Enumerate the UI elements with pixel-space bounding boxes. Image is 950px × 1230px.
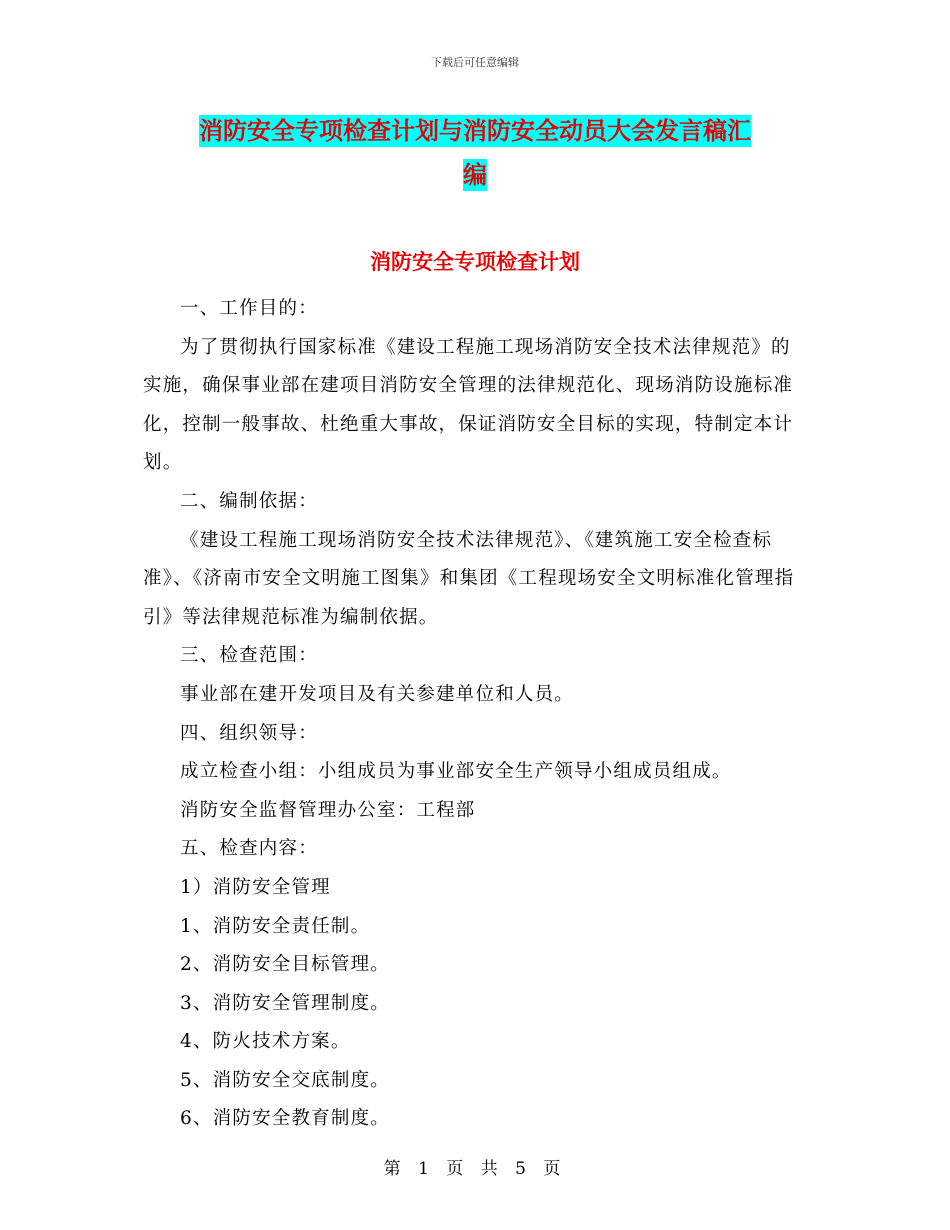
paragraph: 四、组织领导： (180, 722, 318, 744)
paragraph: 1、消防安全责任制。 (180, 915, 371, 937)
paragraph: 成立检查小组：小组成员为事业部安全生产领导小组成员组成。 (180, 761, 732, 783)
paragraph: 4、防火技术方案。 (180, 1031, 351, 1053)
paragraph: 1）消防安全管理 (180, 876, 331, 898)
paragraph: 《建设工程施工现场消防安全技术法律规范》、《建筑施工安全检查标准》、《济南市安全文明施工图集》和集团《工程现场安全文明标准化管理指引》等法律规范标准为编制依据。 (143, 529, 795, 628)
paragraph: 2、消防安全目标管理。 (180, 954, 390, 976)
page-footer: 第 1 页 共 5 页 (383, 1159, 567, 1179)
document-title-line2 (140, 155, 810, 195)
paragraph: 五、检查内容： (180, 838, 318, 860)
paragraph: 5、消防安全交底制度。 (180, 1069, 390, 1091)
paragraph: 消防安全监督管理办公室：工程部 (180, 799, 476, 821)
document-body (143, 290, 803, 1139)
paragraph: 三、检查范围： (180, 645, 318, 667)
paragraph: 一、工作目的： (180, 298, 318, 319)
header-note: 下载后可任意编辑 (431, 56, 519, 69)
paragraph: 二、编制依据： (180, 490, 318, 512)
paragraph: 事业部在建开发项目及有关参建单位和人员。 (180, 683, 575, 705)
paragraph: 3、消防安全管理制度。 (180, 992, 390, 1014)
paragraph: 6、消防安全教育制度。 (180, 1108, 390, 1130)
document-title-text-line1: 消防安全专项检查计划与消防安全动员大会发言稿汇 (199, 117, 751, 145)
section-title: 消防安全专项检查计划 (370, 250, 580, 274)
paragraph: 为了贯彻执行国家标准《建设工程施工现场消防安全技术法律规范》的实施，确保事业部在建项目消防安全管理的法律规范化、现场消防设施标准化，控制一般事故、杜绝重大事故，保证消防安全目标的实现，特制定本计划。 (143, 336, 794, 474)
document-title-line1 (140, 111, 810, 151)
document-title-text-line2: 编 (463, 161, 487, 189)
